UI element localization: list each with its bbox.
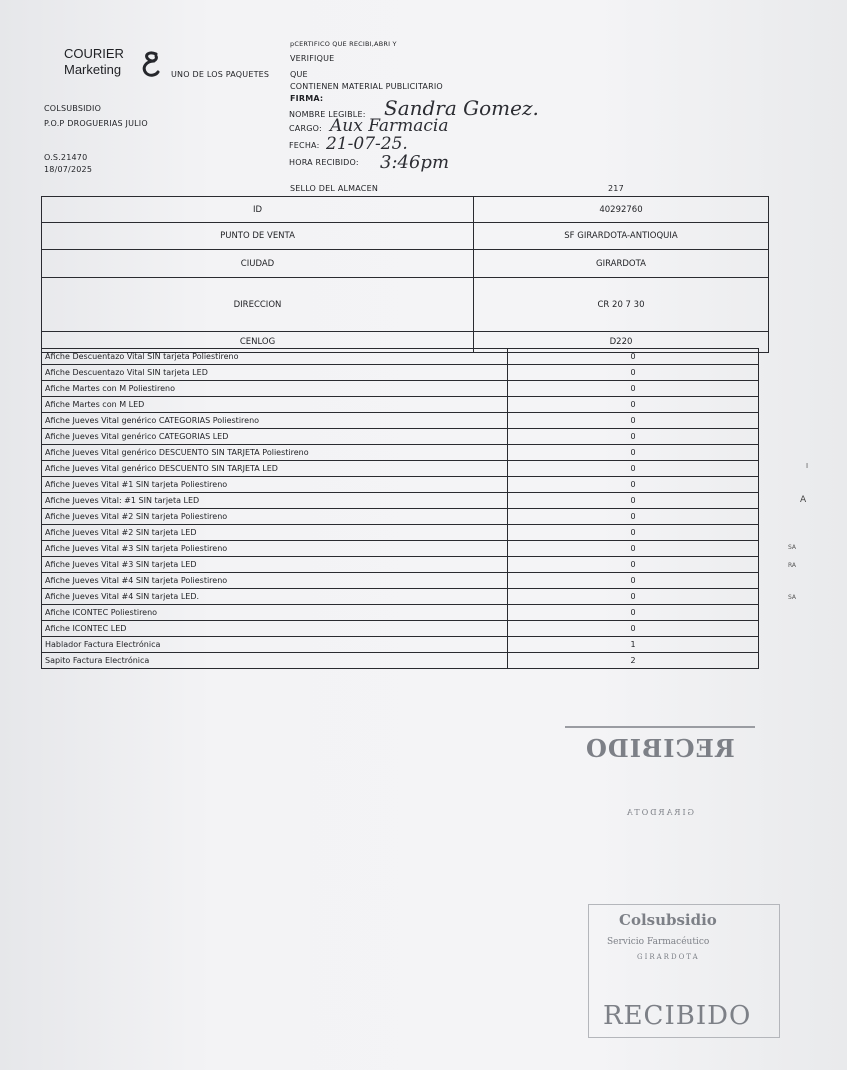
table-row bbox=[42, 445, 759, 461]
item-name: Afiche Jueves Vital: #1 SIN tarjeta LED bbox=[42, 493, 508, 509]
item-qty: 0 bbox=[508, 349, 759, 365]
stamp-subtext: GIRARDOTA bbox=[625, 808, 695, 817]
margin-mark: SA bbox=[788, 594, 797, 601]
item-name: Afiche Jueves Vital #3 SIN tarjeta Poliestireno bbox=[42, 541, 508, 557]
item-qty: 0 bbox=[508, 413, 759, 429]
item-name: Afiche Jueves Vital genérico DESCUENTO SIN TARJETA Poliestireno bbox=[42, 445, 508, 461]
table-row bbox=[42, 509, 759, 525]
courier-label: COURIER bbox=[64, 46, 124, 61]
item-qty: 0 bbox=[508, 365, 759, 381]
table-row bbox=[42, 573, 759, 589]
margin-mark: I bbox=[806, 462, 809, 470]
item-qty: 0 bbox=[508, 557, 759, 573]
table-row bbox=[42, 541, 759, 557]
item-qty: 1 bbox=[508, 637, 759, 653]
sello-label: SELLO DEL ALMACEN bbox=[290, 184, 379, 193]
cargo-label: CARGO: bbox=[289, 124, 322, 133]
marketing-label: Marketing bbox=[64, 62, 122, 77]
nombre-label: NOMBRE LEGIBLE: bbox=[289, 110, 366, 119]
cert-line1: pCERTIFICO QUE RECIBI,ABRI Y bbox=[290, 40, 397, 48]
item-name: Afiche ICONTEC LED bbox=[42, 621, 508, 637]
item-name: Afiche Jueves Vital genérico CATEGORIAS LED bbox=[42, 429, 508, 445]
margin-mark: RA bbox=[788, 562, 797, 569]
hora-label: HORA RECIBIDO: bbox=[289, 158, 359, 167]
hora-value: 3:46pm bbox=[380, 152, 450, 173]
table-row bbox=[42, 278, 769, 332]
table-row bbox=[42, 413, 759, 429]
nombre-signature: Sandra Gomez. bbox=[384, 96, 539, 120]
item-name: Afiche Jueves Vital genérico CATEGORIAS Poliestireno bbox=[42, 413, 508, 429]
stamp-brand: Colsubsidio bbox=[619, 911, 717, 929]
item-name: Afiche Jueves Vital #2 SIN tarjeta Poliestireno bbox=[42, 509, 508, 525]
items-table bbox=[41, 348, 759, 669]
item-qty: 0 bbox=[508, 445, 759, 461]
table-row bbox=[42, 397, 759, 413]
table-row bbox=[42, 381, 759, 397]
uno-text: UNO DE LOS PAQUETES bbox=[171, 70, 270, 79]
info-value: 40292760 bbox=[474, 197, 769, 223]
item-name: Afiche Descuentazo Vital SIN tarjeta Poliestireno bbox=[42, 349, 508, 365]
item-name: Afiche Descuentazo Vital SIN tarjeta LED bbox=[42, 365, 508, 381]
table-row bbox=[42, 223, 769, 250]
item-name: Sapito Factura Electrónica bbox=[42, 653, 508, 669]
info-value: CR 20 7 30 bbox=[474, 278, 769, 332]
item-qty: 2 bbox=[508, 653, 759, 669]
item-qty: 0 bbox=[508, 573, 759, 589]
colsubsidio-stamp bbox=[588, 904, 780, 1038]
table-row bbox=[42, 653, 759, 669]
margin-mark: A bbox=[800, 495, 807, 505]
cert-line3: QUE bbox=[290, 70, 308, 79]
recibido-stamp bbox=[565, 726, 755, 858]
item-qty: 0 bbox=[508, 429, 759, 445]
item-name: Afiche ICONTEC Poliestireno bbox=[42, 605, 508, 621]
info-table bbox=[41, 196, 769, 353]
table-row bbox=[42, 589, 759, 605]
table-row bbox=[42, 525, 759, 541]
table-row bbox=[42, 477, 759, 493]
stamp-word: RECIBIDO bbox=[603, 1001, 752, 1031]
order-number: O.S.21470 bbox=[44, 153, 88, 162]
item-name: Hablador Factura Electrónica bbox=[42, 637, 508, 653]
item-qty: 0 bbox=[508, 589, 759, 605]
item-name: Afiche Jueves Vital #4 SIN tarjeta LED. bbox=[42, 589, 508, 605]
cargo-value: Aux Farmacia bbox=[330, 116, 449, 136]
stamp-line: Servicio Farmacéutico bbox=[607, 937, 710, 947]
info-label: DIRECCION bbox=[42, 278, 474, 332]
item-name: Afiche Jueves Vital #1 SIN tarjeta Poliestireno bbox=[42, 477, 508, 493]
item-qty: 0 bbox=[508, 541, 759, 557]
info-label: ID bbox=[42, 197, 474, 223]
item-qty: 0 bbox=[508, 381, 759, 397]
item-name: Afiche Jueves Vital #3 SIN tarjeta LED bbox=[42, 557, 508, 573]
cert-line2: VERIFIQUE bbox=[290, 54, 335, 63]
item-qty: 0 bbox=[508, 397, 759, 413]
item-qty: 0 bbox=[508, 621, 759, 637]
table-row bbox=[42, 493, 759, 509]
sello-number: 217 bbox=[608, 184, 624, 193]
item-name: Afiche Martes con M Poliestireno bbox=[42, 381, 508, 397]
table-row bbox=[42, 637, 759, 653]
info-value: SF GIRARDOTA-ANTIOQUIA bbox=[474, 223, 769, 250]
table-row bbox=[42, 605, 759, 621]
stamp-city: GIRARDOTA bbox=[637, 953, 700, 961]
table-row bbox=[42, 365, 759, 381]
order-date: 18/07/2025 bbox=[44, 165, 93, 174]
table-row bbox=[42, 557, 759, 573]
table-row bbox=[42, 197, 769, 223]
info-label: CENLOG bbox=[42, 332, 474, 353]
courier-logo-icon bbox=[136, 48, 170, 82]
table-row bbox=[42, 429, 759, 445]
item-qty: 0 bbox=[508, 525, 759, 541]
item-name: Afiche Martes con M LED bbox=[42, 397, 508, 413]
table-row bbox=[42, 250, 769, 278]
margin-mark: SA bbox=[788, 544, 797, 551]
info-value: GIRARDOTA bbox=[474, 250, 769, 278]
company-name: COLSUBSIDIO bbox=[44, 104, 102, 113]
item-name: Afiche Jueves Vital genérico DESCUENTO SIN TARJETA LED bbox=[42, 461, 508, 477]
pop-name: P.O.P DROGUERIAS JULIO bbox=[44, 119, 148, 128]
fecha-label: FECHA: bbox=[289, 141, 320, 150]
item-qty: 0 bbox=[508, 605, 759, 621]
stamp-text-mirrored: RECIBIDO bbox=[585, 734, 735, 763]
item-name: Afiche Jueves Vital #2 SIN tarjeta LED bbox=[42, 525, 508, 541]
table-row bbox=[42, 349, 759, 365]
fecha-value: 21-07-25. bbox=[326, 134, 408, 154]
info-label: PUNTO DE VENTA bbox=[42, 223, 474, 250]
info-value: D220 bbox=[474, 332, 769, 353]
table-row bbox=[42, 461, 759, 477]
info-label: CIUDAD bbox=[42, 250, 474, 278]
item-qty: 0 bbox=[508, 477, 759, 493]
item-name: Afiche Jueves Vital #4 SIN tarjeta Poliestireno bbox=[42, 573, 508, 589]
cert-line4: CONTIENEN MATERIAL PUBLICITARIO bbox=[290, 82, 443, 91]
item-qty: 0 bbox=[508, 493, 759, 509]
table-row bbox=[42, 621, 759, 637]
item-qty: 0 bbox=[508, 509, 759, 525]
item-qty: 0 bbox=[508, 461, 759, 477]
firma-label: FIRMA: bbox=[290, 94, 324, 103]
